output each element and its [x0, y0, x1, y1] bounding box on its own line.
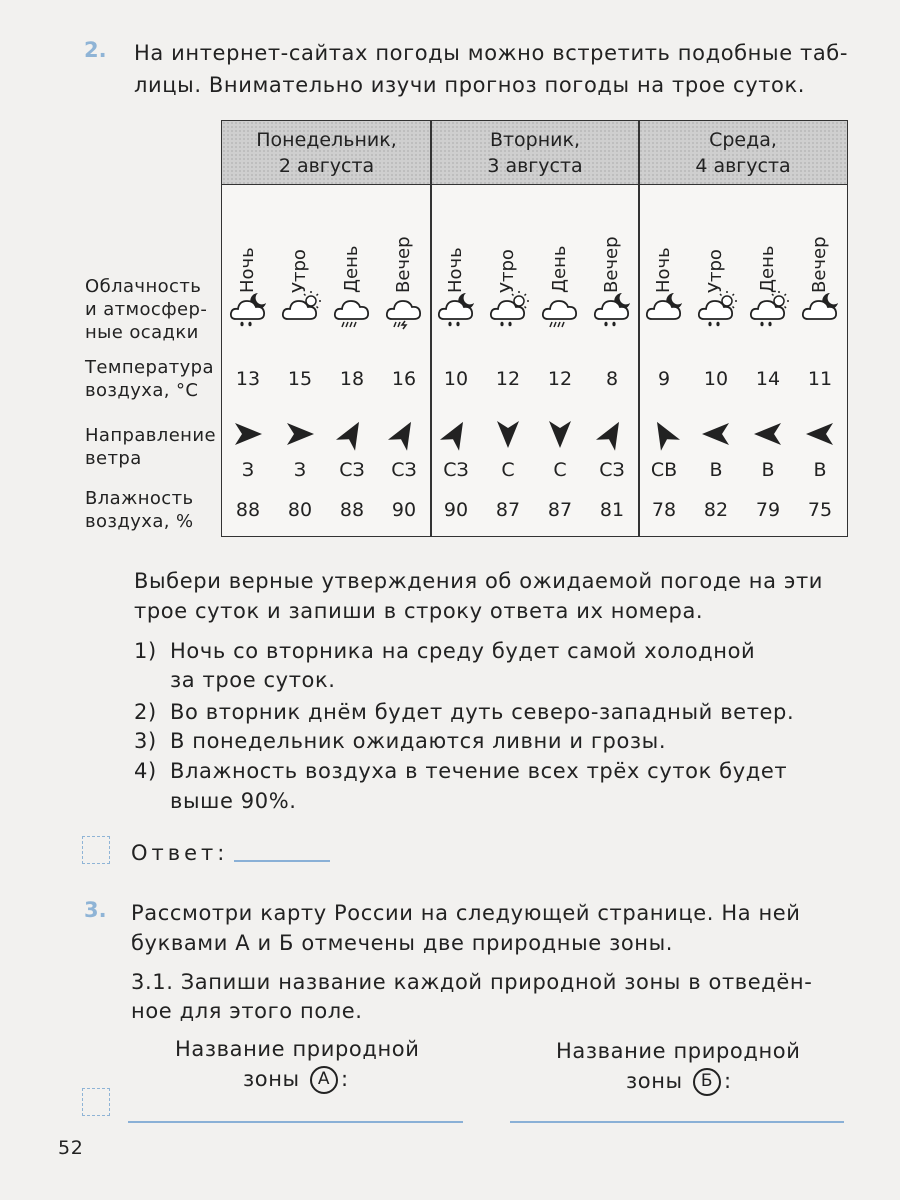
- temperature-value: 10: [443, 368, 469, 390]
- wind-arrow-icon: [430, 417, 482, 451]
- task-3-line2: буквами А и Б отмечены две природные зоны.: [131, 931, 674, 955]
- temperature-value: 9: [657, 368, 671, 390]
- option-4-line2: выше 90%.: [170, 789, 297, 813]
- wind-direction-value: З: [241, 459, 255, 481]
- humidity-value: 90: [443, 499, 469, 521]
- wind-direction-value: СЗ: [339, 459, 365, 481]
- wind-direction-value: СЗ: [599, 459, 625, 481]
- time-of-day-label: [742, 203, 794, 293]
- cloud-shower-icon: [332, 289, 384, 329]
- wind-arrow-icon: [482, 417, 534, 451]
- zone-a-input-line[interactable]: [128, 1121, 463, 1123]
- wind-arrow-icon: [638, 417, 690, 451]
- time-of-day-label: [378, 203, 430, 293]
- temperature-value: 14: [755, 368, 781, 390]
- wind-arrow-icon: [274, 417, 326, 451]
- wind-direction-value: С: [501, 459, 515, 481]
- option-3-line1: В понедельник ожидаются ливни и грозы.: [170, 729, 667, 753]
- moon-cloud-rain-icon: [436, 289, 488, 329]
- option-3-number: 3): [134, 729, 157, 753]
- option-1-line2: за трое суток.: [170, 668, 336, 692]
- cloud-thunder-icon: [384, 289, 436, 329]
- task-2-intro-line2: лицы. Внимательно изучи прогноз погоды на трое суток.: [134, 73, 806, 97]
- day-header-monday: Понедельник, 2 августа: [222, 121, 431, 185]
- time-of-day-label: [794, 203, 846, 293]
- temperature-value: 15: [287, 368, 313, 390]
- time-of-day-label: [638, 203, 690, 293]
- time-of-day-label: [534, 203, 586, 293]
- time-of-day-text: День: [757, 245, 778, 293]
- wind-arrow-icon: [742, 417, 794, 451]
- moon-cloud-icon: [644, 289, 696, 329]
- time-of-day-text: Ночь: [237, 247, 258, 293]
- wind-direction-value: СЗ: [391, 459, 417, 481]
- humidity-value: 87: [495, 499, 521, 521]
- option-2-number: 2): [134, 700, 157, 724]
- wind-direction-value: В: [813, 459, 827, 481]
- moon-cloud-rain-icon: [228, 289, 280, 329]
- wind-direction-value: СЗ: [443, 459, 469, 481]
- time-of-day-label: [690, 203, 742, 293]
- temperature-value: 13: [235, 368, 261, 390]
- row-label-humidity: Влажность воздуха, %: [85, 488, 194, 532]
- moon-cloud-icon: [800, 289, 852, 329]
- time-of-day-text: День: [341, 245, 362, 293]
- zone-b-label-line1: Название природной: [556, 1039, 801, 1063]
- zone-b-input-line[interactable]: [510, 1121, 844, 1123]
- sun-cloud-rain-icon: [696, 289, 748, 329]
- wind-direction-value: СВ: [650, 459, 678, 481]
- moon-cloud-rain-icon: [592, 289, 644, 329]
- time-of-day-text: День: [549, 245, 570, 293]
- time-of-day-label: [222, 203, 274, 293]
- time-of-day-text: Утро: [705, 249, 726, 293]
- page-number: 52: [58, 1137, 84, 1159]
- zone-a-label-line2: зоны А :: [243, 1064, 349, 1094]
- temperature-value: 12: [547, 368, 573, 390]
- temperature-value: 16: [391, 368, 417, 390]
- time-of-day-text: Вечер: [601, 236, 622, 293]
- zone-a-letter: А: [310, 1066, 338, 1094]
- humidity-value: 80: [287, 499, 313, 521]
- time-of-day-label: [274, 203, 326, 293]
- answer-checkbox[interactable]: [82, 836, 110, 864]
- wind-arrow-icon: [794, 417, 846, 451]
- zone-checkbox[interactable]: [82, 1088, 110, 1116]
- day-header-tuesday: Вторник, 3 августа: [431, 121, 639, 185]
- day-header-wednesday: Среда, 4 августа: [639, 121, 847, 185]
- wind-direction-value: В: [709, 459, 723, 481]
- humidity-value: 79: [755, 499, 781, 521]
- zone-a-label-line1: Название природной: [175, 1037, 420, 1061]
- sun-cloud-rain-icon: [748, 289, 800, 329]
- humidity-value: 90: [391, 499, 417, 521]
- option-2-line1: Во вторник днём будет дуть северо-западный ветер.: [170, 700, 795, 724]
- temperature-value: 8: [605, 368, 619, 390]
- temperature-value: 11: [807, 368, 833, 390]
- humidity-value: 75: [807, 499, 833, 521]
- task-3-line1: Рассмотри карту России на следующей странице. На ней: [131, 901, 801, 925]
- zone-b-label-line2: зоны Б :: [626, 1066, 732, 1096]
- humidity-value: 78: [651, 499, 677, 521]
- wind-arrow-icon: [326, 417, 378, 451]
- time-of-day-text: Ночь: [445, 247, 466, 293]
- temperature-value: 18: [339, 368, 365, 390]
- sun-cloud-rain-icon: [488, 289, 540, 329]
- option-4-line1: Влажность воздуха в течение всех трёх суток будет: [170, 759, 788, 783]
- option-1-line1: Ночь со вторника на среду будет самой холодной: [170, 639, 756, 663]
- wind-arrow-icon: [378, 417, 430, 451]
- humidity-value: 81: [599, 499, 625, 521]
- wind-direction-value: С: [553, 459, 567, 481]
- humidity-value: 82: [703, 499, 729, 521]
- wind-arrow-icon: [222, 417, 274, 451]
- time-of-day-text: Утро: [497, 249, 518, 293]
- time-of-day-text: Вечер: [809, 236, 830, 293]
- task-3-1-line1: 3.1. Запиши название каждой природной зоны в отведён-: [131, 970, 813, 994]
- row-label-temperature: Температура воздуха, °С: [85, 357, 214, 401]
- question-line1: Выбери верные утверждения об ожидаемой погоде на эти: [134, 569, 824, 593]
- wind-direction-value: В: [761, 459, 775, 481]
- answer-input-line[interactable]: [234, 860, 330, 862]
- humidity-value: 88: [235, 499, 261, 521]
- temperature-value: 12: [495, 368, 521, 390]
- humidity-value: 88: [339, 499, 365, 521]
- task-3-1-line2: ное для этого поле.: [131, 999, 363, 1023]
- task-3-number: 3.: [84, 898, 107, 922]
- time-of-day-label: [430, 203, 482, 293]
- task-2-number: 2.: [84, 38, 107, 62]
- option-4-number: 4): [134, 759, 157, 783]
- wind-arrow-icon: [690, 417, 742, 451]
- time-of-day-text: Вечер: [393, 236, 414, 293]
- time-of-day-label: [586, 203, 638, 293]
- zone-b-letter: Б: [693, 1068, 721, 1096]
- humidity-value: 87: [547, 499, 573, 521]
- weather-forecast-table: [221, 120, 848, 537]
- time-of-day-label: [326, 203, 378, 293]
- temperature-value: 10: [703, 368, 729, 390]
- row-label-cloud: Облачность и атмосфер- ные осадки: [85, 276, 208, 343]
- time-of-day-text: Ночь: [653, 247, 674, 293]
- sun-cloud-icon: [280, 289, 332, 329]
- time-of-day-label: [482, 203, 534, 293]
- time-of-day-text: Утро: [289, 249, 310, 293]
- task-2-intro-line1: На интернет-сайтах погоды можно встретить подобные таб-: [134, 41, 849, 65]
- wind-arrow-icon: [586, 417, 638, 451]
- question-line2: трое суток и запиши в строку ответа их номера.: [134, 599, 704, 623]
- wind-arrow-icon: [534, 417, 586, 451]
- row-label-wind: Направление ветра: [85, 425, 216, 469]
- cloud-shower-icon: [540, 289, 592, 329]
- answer-label: Ответ:: [131, 841, 229, 865]
- option-1-number: 1): [134, 639, 157, 663]
- wind-direction-value: З: [293, 459, 307, 481]
